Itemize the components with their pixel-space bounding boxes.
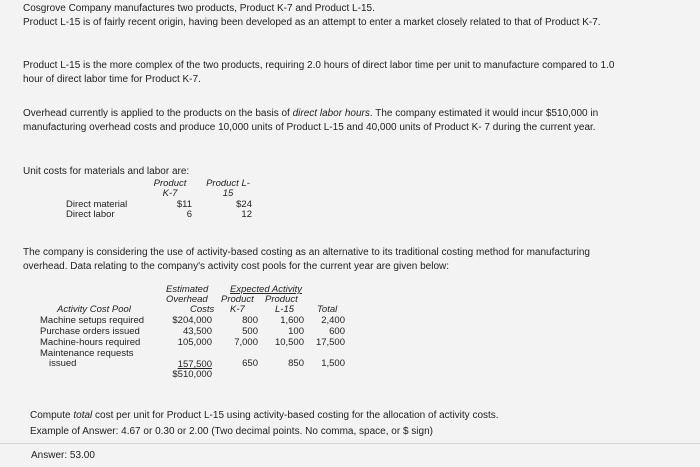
hdr-expected-activity: Expected Activity bbox=[230, 284, 302, 295]
intro-line-1: Cosgrove Company manufactures two products, Product K-7 and Product L-15. bbox=[23, 3, 375, 14]
table-row-total: 1,500 bbox=[321, 358, 345, 369]
table-row-pool-line2: issued bbox=[49, 358, 77, 369]
hdr-k7: K-7 bbox=[230, 304, 245, 315]
answer-example: Example of Answer: 4.67 or 0.30 or 2.00 (Two decimal points. No comma, space, or $ sign) bbox=[30, 426, 433, 437]
table-row-total: 2,400 bbox=[321, 315, 345, 326]
table-row-pool-line1: Maintenance requests bbox=[40, 348, 134, 359]
labor-line-1: Product L-15 is the more complex of the two products, requiring 2.0 hours of direct labor time per unit to manufacture compared to 1.0 bbox=[23, 60, 615, 71]
question-lead: Compute bbox=[30, 410, 71, 421]
table-row-pool: Machine-hours required bbox=[40, 337, 141, 348]
table-row-l15: 850 bbox=[288, 358, 304, 369]
unit-col-k7-line1: Product bbox=[153, 178, 187, 189]
hdr-costs: Costs bbox=[190, 304, 215, 315]
table-row-l15: 100 bbox=[288, 326, 304, 337]
unit-row-label: Direct labor bbox=[66, 209, 115, 220]
hdr-total: Total bbox=[317, 304, 338, 315]
table-row-k7: 650 bbox=[242, 358, 258, 369]
table-row-k7: 7,000 bbox=[234, 337, 258, 348]
hdr-product-l15: Product bbox=[265, 294, 298, 305]
overhead-text bbox=[23, 107, 598, 135]
table-row-cost: $204,000 bbox=[172, 315, 212, 326]
unit-col-l15-line1: Product L- bbox=[206, 178, 250, 189]
unit-col-k7-line2: K-7 bbox=[162, 188, 178, 199]
unit-row-label: Direct material bbox=[66, 199, 128, 210]
abc-line-2: overhead. Data relating to the company's activity cost pools for the current year are given below: bbox=[23, 261, 450, 272]
hdr-l15: L-15 bbox=[275, 304, 295, 315]
overhead-line-1b: . The company estimated it would incur $510,000 in bbox=[369, 108, 599, 119]
abc-text bbox=[23, 246, 590, 274]
table-row-cost: 43,500 bbox=[182, 326, 212, 337]
overhead-line-2: manufacturing overhead costs and produce 10,000 units of Product L-15 and 40,000 units of Product K- 7 during the current year. bbox=[23, 122, 596, 133]
hdr-overhead: Overhead bbox=[166, 294, 208, 305]
answer-text: Answer: 53.00 bbox=[31, 450, 95, 461]
unit-col-k7-header bbox=[148, 179, 192, 199]
unit-row-k7: 6 bbox=[186, 209, 192, 220]
hdr-estimated: Estimated bbox=[166, 284, 209, 295]
labor-text bbox=[23, 59, 614, 87]
unit-col-l15-line2: 15 bbox=[222, 188, 234, 199]
unit-row-l15: $24 bbox=[236, 199, 252, 210]
table-row-k7: 500 bbox=[242, 326, 258, 337]
unit-col-l15-header bbox=[200, 179, 256, 199]
question-emphasis: total bbox=[73, 410, 93, 421]
table-row-l15: 1,600 bbox=[280, 315, 304, 326]
table-row-total: 17,500 bbox=[315, 337, 345, 348]
question-text bbox=[30, 409, 499, 423]
unit-row-l15: 12 bbox=[241, 209, 252, 220]
intro-line-2: Product L-15 is of fairly recent origin, having been developed as an attempt to enter a market closely related to that of Product K-7. bbox=[23, 17, 601, 28]
hdr-pool: Activity Cost Pool bbox=[57, 304, 131, 315]
unit-row-k7: $11 bbox=[176, 199, 192, 210]
overhead-line-1a: Overhead currently is applied to the products on the basis of bbox=[23, 108, 290, 119]
table-row-pool: Purchase orders issued bbox=[40, 326, 140, 337]
grand-total: $510,000 bbox=[172, 369, 212, 380]
table-row-l15: 10,500 bbox=[274, 337, 304, 348]
labor-line-2: hour of direct labor time for Product K-7. bbox=[23, 74, 201, 85]
table-row-cost: 157,500 bbox=[177, 359, 212, 370]
intro-text bbox=[23, 2, 601, 30]
table-row-cost: 105,000 bbox=[177, 337, 212, 348]
answer-divider bbox=[0, 443, 700, 444]
overhead-basis: direct labor hours bbox=[292, 108, 370, 119]
unit-costs-heading: Unit costs for materials and labor are: bbox=[23, 166, 190, 177]
table-row-k7: 800 bbox=[242, 315, 258, 326]
abc-line-1: The company is considering the use of activity-based costing as an alternative to its traditional costing method for manufacturing bbox=[23, 247, 590, 258]
hdr-product-k7: Product bbox=[221, 294, 254, 305]
question-rest: cost per unit for Product L-15 using activity-based costing for the allocation of activity costs. bbox=[95, 410, 499, 421]
table-row-total: 600 bbox=[329, 326, 345, 337]
table-row-pool: Machine setups required bbox=[40, 315, 145, 326]
